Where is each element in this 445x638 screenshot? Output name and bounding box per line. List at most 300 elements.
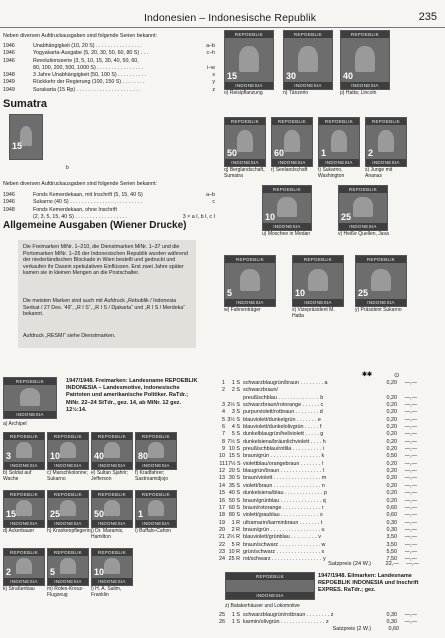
table-cell: 0,20 [386,497,397,504]
table-row [214,468,442,475]
stamp-figure [20,388,41,406]
table-cell: schwarzbraun/rotorange . . . . . . c [243,402,324,409]
stamp-figure [378,130,394,152]
series-text: Rückkehr der Regierung (100, 150 S) . . . . . . . . [33,79,145,86]
table-cell: 2 S [231,387,240,394]
series-row [3,199,215,206]
series-year: 1946 [3,57,15,64]
stamp-top-text: REPOEBLIK [48,549,88,556]
series-year: 1946 [3,199,15,206]
series-year: 1946 [3,50,15,57]
table-cell: dunkelsiena/bräunlichviolett . . . . h [243,438,326,445]
table-row [214,417,442,424]
intro-text-2: Neben diversen Aufdruckausgaben sind folgende Serien bekannt: [3,181,158,187]
table-cell [369,387,397,394]
table-cell: 0,60 [386,504,397,511]
table-cell: 8 [222,438,225,445]
table-cell: —,— [404,380,417,386]
series-ref: x [212,72,215,79]
stamp-figure [240,269,260,292]
table-cell: 1 R [231,519,240,526]
stamp [47,490,89,528]
series-year: 1949 [3,79,15,86]
table-cell: 0,20 [386,438,397,445]
table-row [214,534,442,541]
stamp-bottom-text: INDONESIA [4,578,44,585]
table-cell: —,— [404,541,417,548]
table-row [214,483,442,490]
series-year: 1946 [3,43,15,49]
stamp-bottom-text: INDONESIA [4,462,44,469]
series-year: 1946 [3,192,15,198]
table-row [214,498,442,505]
table-cell: 0,20 [386,424,397,431]
table-row [214,520,442,527]
table-cell: 3 [222,402,225,409]
stamp-top-text: REPOEBLIK [341,31,389,38]
table-cell: 1 S [231,612,240,618]
stamp-bottom-text: INDONESIA [339,223,387,230]
table-cell: —,— [404,482,417,489]
stamp-caption: w) Fahnenträger [224,307,261,313]
table-cell: 3,50 [386,541,397,548]
stamp-caption: p) Hatta; Lincoln [340,90,377,96]
table-cell: 15 S [228,453,240,460]
table-cell: 21 [219,534,225,541]
series-text: Revolutionsserie (3, 5, 10, 15, 30, 40, 50, 60, [33,57,139,64]
stamp-figure [104,442,120,458]
stamp-caption: m) Rotes-Kreuz-Flugzeug [47,586,84,598]
stamp-caption: o) Reisipflanzung [224,90,263,96]
table-cell: —,— [404,519,417,526]
table-cell: schwarzblaugrün/rotbraun . . . . . . . . z [243,612,334,618]
stamp-caption: t) Sukarno, Washington [318,167,345,179]
stamp-value: 3 [6,451,12,461]
info-paragraph-2: Die meisten Marken sind auch mit Aufdruck „Rebublik / Indonesia Serikat / 27 Des. '49“, „R I S“, „R I S / Djakarta“ und „R I S / Merdeka“ bekannt. [23,298,186,318]
table-cell: 0,30 [386,612,397,618]
stamp [135,490,177,528]
stamp [224,255,276,307]
stamp-value: 10 [94,567,105,577]
series-ref: 3 × a I, b I, c I [182,213,215,220]
table-cell: 7,50 [386,556,397,563]
series-list-1 [3,43,215,94]
table-cell: 4 [222,409,225,416]
stamp [338,185,388,231]
table-cell: 0,30 [386,526,397,533]
series-year: 1949 [3,86,15,93]
stamp [224,30,274,90]
stamp-caption: k) Straßenbau [3,586,35,592]
series-list-2 [3,192,215,221]
satzpreis-label: Satzpreis (24 W.) [328,561,371,567]
series-year [3,65,33,72]
table-cell: —,— [404,438,417,445]
table-cell: 1 [222,380,225,386]
info-paragraph-3: Aufdruck „RESMI“ siehe Dienstmarken. [23,333,116,339]
stamp-figure [104,500,120,516]
table-cell: blauviolett/grünblau . . . . . . . . . v [243,534,321,541]
stamp-top-text: REPOEBLIK [48,491,88,498]
stamp-bottom-text: INDONESIA [92,578,132,585]
table-row [214,490,442,497]
table-cell: 17½ S [225,460,241,467]
stamp [262,185,312,231]
eilmarken-text: 1947/1948. Eilmarken: Landesname REPOEBLIK INDONESIA und Inschrift EXPRES. RaTdr.; gez. [318,573,419,593]
stamp-figure [371,269,391,292]
stamp-top-text: REPOEBLIK [226,573,314,580]
series-ref: i–w [207,64,215,71]
table-row [214,527,442,534]
stamp-figure [148,442,164,458]
table-cell: 7½ S [227,438,240,445]
stamp [283,30,333,90]
table-cell: —,— [404,394,417,401]
stamp-bottom-text: INDONESIA [356,299,406,306]
table-cell: 20 S [228,468,240,475]
table-cell: 9 [222,446,225,453]
stamp-top-text: REPOEBLIK [272,118,312,125]
table-cell: —,— [404,431,417,438]
series-ref: y [212,79,215,86]
table-cell: preußischblau . . . . . . . . . . . . . . b [243,394,324,401]
stamp-bottom-text: INDONESIA [284,82,332,89]
table-cell: 13 [219,475,225,482]
stamp-value: 15 [12,141,23,151]
table-cell: 0,30 [386,619,397,626]
stamp-bottom-text: INDONESIA [48,520,88,527]
stamp-bottom-text: INDONESIA [226,592,314,599]
stamp-figure [308,269,328,292]
stamp-value: 50 [94,509,105,519]
stamp-figure [104,558,120,574]
stamp-caption: l) H. A. Salim, Franklin [91,586,122,598]
stamp-value: 60 [274,148,285,158]
table-cell: —,— [404,460,417,467]
stamp-bottom-text: INDONESIA [136,462,176,469]
series-row [3,192,215,199]
page-header: Indonesien – Indonesische Republik [143,12,317,24]
stamp-top-text: REPOEBLIK [48,433,88,440]
table-cell: 7 [222,431,225,438]
satzpreis-used: —,— [406,561,419,567]
table-cell: 12 [219,468,225,475]
table-cell: 0,20 [386,416,397,423]
series-row [3,79,215,86]
stamp [318,117,360,167]
page-number: 235 [418,11,437,23]
table-row [214,475,442,482]
stamp-value: 80 [138,451,149,461]
series-row [3,43,215,50]
table-cell: 35 S [228,482,240,489]
stamp [3,432,45,470]
table-row [214,542,442,549]
table-row [214,409,442,416]
stamp-value: 25 [341,212,352,222]
stamp-value: 5 [227,288,233,298]
stamp-top-text: REPOEBLIK [225,31,273,38]
table-cell: —,— [404,475,417,482]
series-text: Sukarno (40 S) . . . . . . . . . . . . . . . . . . . . . . . . . [33,199,143,206]
stamp-archipel [3,377,57,419]
table-cell: 0,20 [386,409,397,416]
table-cell: —,— [404,534,417,541]
table-cell: braun/grün . . . . . . . . . . . . . . . . . k [243,453,325,460]
table-cell: 19 [219,519,225,526]
stamp-figure [331,130,347,152]
stamp-caption: y) Präsident Sukarno [355,307,402,313]
stamp-caption: q) Berglandschaft, Sumatra [224,167,265,179]
table-cell: 1 S [231,380,240,386]
table-row [214,512,442,519]
stamp-figure [298,46,317,72]
stamp-bottom-text: INDONESIA [92,462,132,469]
stamp-figure [239,46,258,72]
eilmarken-table [214,612,442,627]
table-cell: 3,50 [386,534,397,541]
stamp-bottom-text: INDONESIA [263,223,311,230]
table-cell: violett/graublau . . . . . . . . . . . . . s [243,512,323,519]
table-cell: purpurviolett/rotbraun . . . . . . . . d [243,409,323,416]
stamp-value: 1 [321,148,327,158]
stamp-bottom-text: INDONESIA [272,159,312,166]
series-text: Fonds Kemerdekaan, ohne Inschrift [33,206,117,213]
stamp-value: 1 [138,509,144,519]
table-cell: 0,20 [386,394,397,401]
stamp [47,548,89,586]
stamp-top-text: REPOEBLIK [263,186,311,193]
stamp-top-text: REPOEBLIK [136,491,176,498]
table-cell: 80 S [228,512,240,519]
stamp-bottom-text: INDONESIA [48,462,88,469]
stamp-bottom-text: INDONESIA [48,578,88,585]
stamp-figure [60,558,76,574]
table-head-mint: ✱✱ [362,372,373,378]
table-row [214,461,442,468]
table-cell: —,— [404,409,417,416]
table-cell: 18 [219,512,225,519]
stamp-bottom-text: INDONESIA [225,82,273,89]
table-cell: 25 [219,612,225,618]
table-cell [225,395,240,402]
table-cell: —,— [404,619,417,626]
stamp-top-text: REPOEBLIK [4,549,44,556]
table-cell: 11 [219,460,225,467]
table-cell: schwarzbraun/ [243,387,279,394]
stamp-bottom-text: INDONESIA [4,520,44,527]
series-ref: a–b [206,192,215,198]
stamp-caption: f) Kradfahrer; Sastroamidjojo [135,470,169,482]
stamp-value: 10 [295,288,306,298]
stamp-bottom-text: INDONESIA [4,411,56,418]
table-row [214,453,442,460]
table-cell: violett/braun . . . . . . . . . . . . . . . . n [243,482,325,489]
table-cell: 60 S [228,504,240,511]
table-cell: braun/grün . . . . . . . . . . . . . . . . . u [243,526,325,533]
table-cell: 22 [219,541,225,548]
table-cell: violettblau/orangebraun . . . . . . . l [243,460,324,467]
table-cell: 40 S [228,490,240,497]
stamp-top-text: REPOEBLIK [225,118,265,125]
stamp-value: 40 [343,71,354,81]
table-cell: 5,50 [386,548,397,555]
stamp-top-text: REPOEBLIK [339,186,387,193]
stamp-figure [16,442,32,458]
table-cell: 0,60 [386,512,397,519]
stamp-value: 2 [368,148,374,158]
table-cell: —,— [404,424,417,431]
table-cell: —,— [404,556,417,563]
table-row [214,424,442,431]
table-cell: 0,20 [386,490,397,497]
stamp-top-text: REPOEBLIK [4,491,44,498]
table-cell: 2 [222,387,225,394]
table-cell: —,— [404,512,417,519]
table-cell: 10 R [228,548,240,555]
stamp-top-text: REPOEBLIK [366,118,406,125]
stamp [340,30,390,90]
table-cell: 3 S [231,409,240,416]
table-cell: 0,20 [386,468,397,475]
stamp [47,432,89,470]
stamp [3,548,45,586]
stamp-figure [237,130,253,152]
stamp-top-text: REPOEBLIK [136,433,176,440]
table-cell: —,— [404,490,417,497]
stamp-bottom-text: INDONESIA [293,299,343,306]
stamp-caption: x) Vizepräsident M. Hatta [292,307,335,319]
table-cell: blauviolett/dunkelolivgrün . . . . . f [243,424,322,431]
table-cell: 2½ R [227,534,240,541]
stamp-caption: b) Soldat auf Wache [3,470,32,482]
table-cell: —,— [404,402,417,409]
stamp-top-text: REPOEBLIK [319,118,359,125]
stamp-value: 5 [50,567,56,577]
series-text: (2, 3, 5, 15, 40 S) . . . . . . . . . . . . . . . . . . [33,213,127,220]
table-cell: 23 [219,548,225,555]
table-row [214,387,442,394]
series-row [3,65,215,72]
table-cell: 0,20 [386,380,397,386]
stamp-figure [284,130,300,152]
table-cell: 6 [222,424,225,431]
stamp-value: 10 [265,212,276,222]
series-ref: c–h [206,50,215,57]
table-cell: 10 [219,453,225,460]
table-cell: —,— [404,416,417,423]
stamp-value: 25 [50,509,61,519]
stamp-value: 30 [286,71,297,81]
table-cell: 0,20 [386,431,397,438]
series-row [3,50,215,57]
table-cell: 25 R [228,556,240,563]
table-cell: blaugrün/braun . . . . . . . . . . . . . . l [243,468,324,475]
stamp-figure [60,500,76,516]
header-rule [0,27,445,28]
stamp-bottom-text: INDONESIA [225,159,265,166]
stamp-top-text: REPOEBLIK [92,491,132,498]
stamp-top-text: REPOEBLIK [92,549,132,556]
series-row [3,72,215,79]
stamp [135,432,177,470]
eilmarken-satzpreis-row [214,626,442,632]
table-row [214,446,442,453]
table-cell: —,— [404,446,417,453]
stamp-top-text: REPOEBLIK [92,433,132,440]
table-cell: dunkelblaugrün/hellviolett . . . . . g [243,431,324,438]
table-cell: 50 S [228,497,240,504]
stamp-bottom-text: INDONESIA [92,520,132,527]
info-box [18,240,196,348]
stamp [91,490,133,528]
series-text: Surakarta (15 Rp) . . . . . . . . . . . . . . . . . . . . . . [33,86,140,93]
table-cell: braun/rotorange . . . . . . . . . . . . . r [243,504,324,511]
table-cell: 1 S [231,619,240,626]
stamp-top-text: REPOEBLIK [4,433,44,440]
stamp-value: 10 [50,451,61,461]
sumatra-stamp-caption: b [66,165,69,171]
table-cell: 0,20 [386,475,397,482]
table-cell: 26 [219,619,225,626]
info-paragraph-1: Die Freimarken MiNr. 1–210, die Dienstmarken MiNr. 1–37 und die Portomarken MiNr. 1–26 der Indonesischen Republik wurden während der niederländischen Blockade in Wien bestellt und gedruckt und verkaufen ihr Dasein spekulativen Einflüssen. Erst zwei Jahre später kamen sie in kleinen Mengen an die Postschalter. [23,244,188,277]
stamp-caption: j) Dr. Maramis, Hamilton [91,528,124,540]
stamp-caption: e) Sultan Sjahrir; Jefferson [91,470,129,482]
stamp-figure [148,500,164,516]
table-row [214,395,442,402]
table-row [214,505,442,512]
table-cell: 3½ S [227,416,240,423]
stamp-top-text: REPOEBLIK [225,256,275,263]
stamp [271,117,313,167]
table-cell: 5 S [231,431,240,438]
table-cell: 4 S [231,424,240,431]
table-row [214,612,442,619]
table-cell: preußischblau/rotlila . . . . . . . . . . i [243,446,324,453]
stamp-caption: h) Krankenpflegerin [47,528,91,534]
stamp-bottom-text: INDONESIA [136,520,176,527]
stamp [3,490,45,528]
stamp [224,117,266,167]
satzpreis-value: 22,— [385,561,399,567]
stamp-caption: d) Ackerbauer [3,528,35,534]
stamp-value: 15 [6,509,17,519]
stamp [91,548,133,586]
stamp-caption: a) Archipel [3,421,27,427]
table-cell: —,— [404,612,417,618]
table-cell: schwarzblaugrün/braun . . . . . . . . a [243,380,328,386]
stamp-figure [16,500,32,516]
table-cell: braun/violett . . . . . . . . . . . . . . . . m [243,475,327,482]
intro-text: Neben diversen Aufdruckausgaben sind folgende Serien bekannt: [3,33,158,39]
series-text: Yogyakarta-Ausgabe (5, 20, 30, 50, 60, 80 S) . . . [33,50,148,57]
stamp-caption: l) Buffalo-Cahon [135,528,172,534]
stamp-caption: u) Moschee in Medan [262,231,311,237]
table-cell: karmin/olivgrün . . . . . . . . . . . . . . . z [243,619,329,626]
table-cell: 17 [219,504,225,511]
table-cell: 0,50 [386,453,397,460]
satzpreis-row [214,561,442,567]
stamp-eilmarke [225,572,315,600]
stamp [91,432,133,470]
table-cell: —,— [404,526,417,533]
stamp-bottom-text: INDONESIA [366,159,406,166]
series-text: Fonds Kemerdekaan, mit Inschrift (5, 15, 40 S) [33,192,143,198]
table-cell: 24 [219,556,225,563]
table-cell: 20 [219,526,225,533]
price-table [214,380,442,564]
table-cell [397,387,417,394]
